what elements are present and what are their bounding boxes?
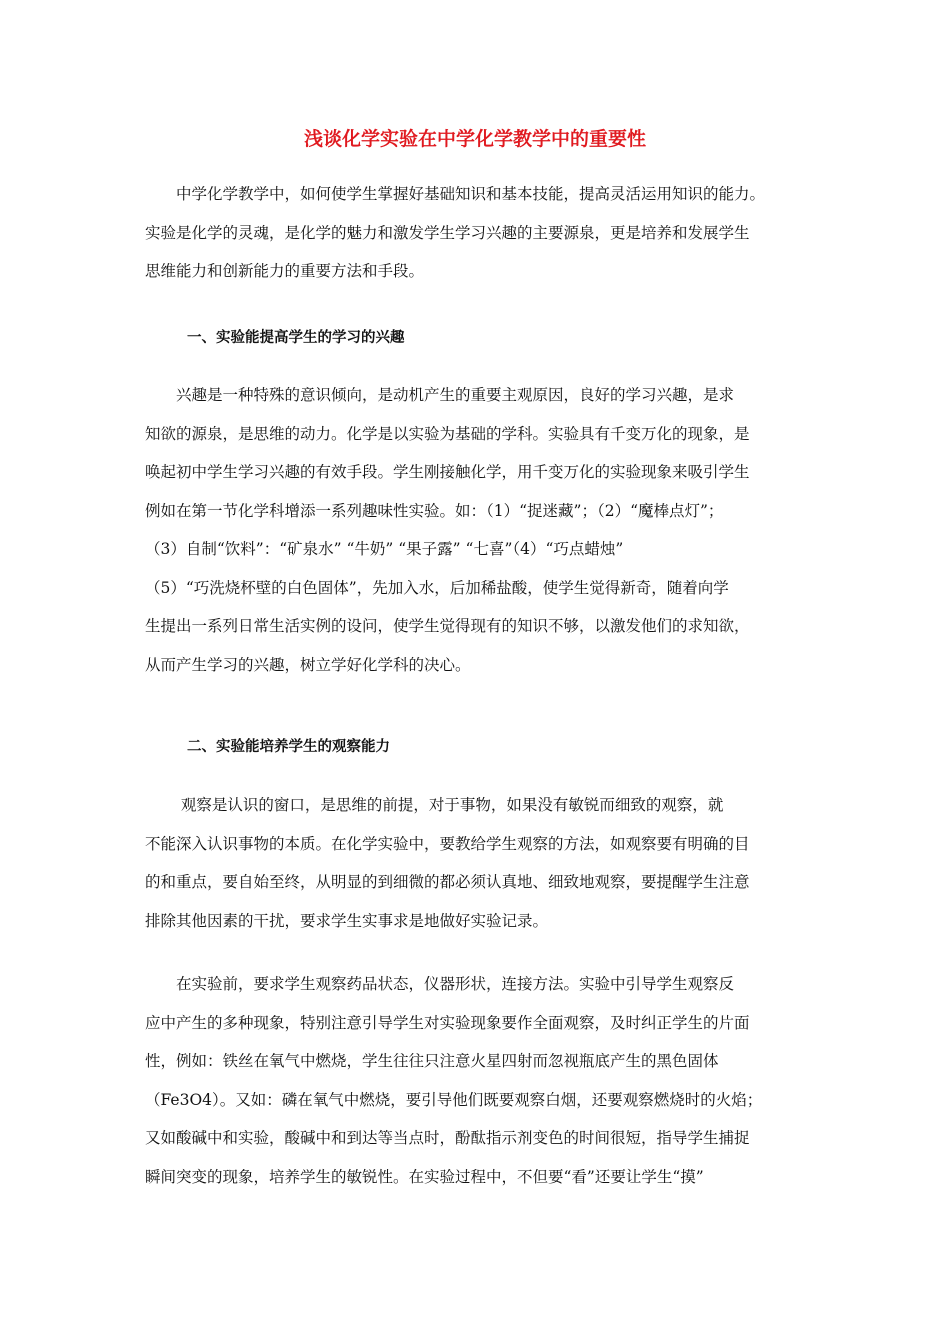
text-line: 又如酸碱中和实验，酸碱中和到达等当点时，酚酞指示剂变色的时间很短，指导学生捕捉	[145, 1129, 750, 1147]
text-line: 中学化学教学中，如何使学生掌握好基础知识和基本技能，提高灵活运用知识的能力。	[145, 185, 766, 203]
text-line: 从而产生学习的兴趣，树立学好化学科的决心。	[145, 655, 471, 674]
section1-paragraph	[145, 376, 817, 684]
section2-paragraph-1	[145, 786, 817, 940]
text-line: 思维能力和创新能力的重要方法和手段。	[145, 262, 425, 280]
text-line: （3）自制“饮料”：“矿泉水” “牛奶” “果子露” “七喜”（4）“巧点蜡烛”	[145, 540, 624, 558]
document-title: 浅谈化学实验在中学化学教学中的重要性	[303, 128, 646, 150]
intro-paragraph	[145, 175, 817, 291]
text-line: 例如在第一节化学科增添一系列趣味性实验。如：（1）“捉迷藏”；（2）“魔棒点灯”；	[145, 501, 724, 520]
text-line: 知欲的源泉，是思维的动力。化学是以实验为基础的学科。实验具有千变万化的现象，是	[145, 424, 750, 443]
text-line: 排除其他因素的干扰，要求学生实事求是地做好实验记录。	[145, 911, 549, 930]
text-line: 实验是化学的灵魂，是化学的魅力和激发学生学习兴趣的主要源泉，更是培养和发展学生	[145, 223, 750, 242]
section-heading-1: 一、实验能提高学生的学习的兴趣	[187, 330, 405, 346]
text-line: 生提出一系列日常生活实例的设问，使学生觉得现有的知识不够，以激发他们的求知欲，	[145, 617, 750, 635]
text-line: 唤起初中学生学习兴趣的有效手段。学生刚接触化学，用千变万化的实验现象来吸引学生	[145, 463, 750, 481]
text-line: 兴趣是一种特殊的意识倾向，是动机产生的重要主观原因，良好的学习兴趣，是求	[145, 386, 735, 404]
text-line: 在实验前，要求学生观察药品状态，仪器形状，连接方法。实验中引导学生观察反	[145, 975, 735, 993]
text-line: 瞬间突变的现象，培养学生的敏锐性。在实验过程中，不但要“看”还要让学生“摸”	[145, 1167, 704, 1186]
section2-paragraph-2	[145, 965, 817, 1196]
text-line: 不能深入认识事物的本质。在化学实验中，要教给学生观察的方法，如观察要有明确的目	[145, 834, 750, 853]
text-line: 性，例如：铁丝在氧气中燃烧，学生往往只注意火星四射而忽视瓶底产生的黑色固体	[145, 1052, 719, 1070]
text-line: （Fe3O4）。又如：磷在氧气中燃烧，要引导他们既要观察白烟，还要观察燃烧时的火焰；	[145, 1090, 763, 1109]
text-line: （5）“巧洗烧杯壁的白色固体”，先加入水，后加稀盐酸，使学生觉得新奇，随着向学	[145, 578, 729, 597]
text-line: 应中产生的多种现象，特别注意引导学生对实验现象要作全面观察，及时纠正学生的片面	[145, 1013, 750, 1032]
text-line: 的和重点，要自始至终，从明显的到细微的都必须认真地、细致地观察，要提醒学生注意	[145, 873, 750, 891]
text-line: 观察是认识的窗口，是思维的前提，对于事物，如果没有敏锐而细致的观察，就	[145, 796, 724, 814]
section-heading-2: 二、实验能培养学生的观察能力	[187, 739, 390, 755]
